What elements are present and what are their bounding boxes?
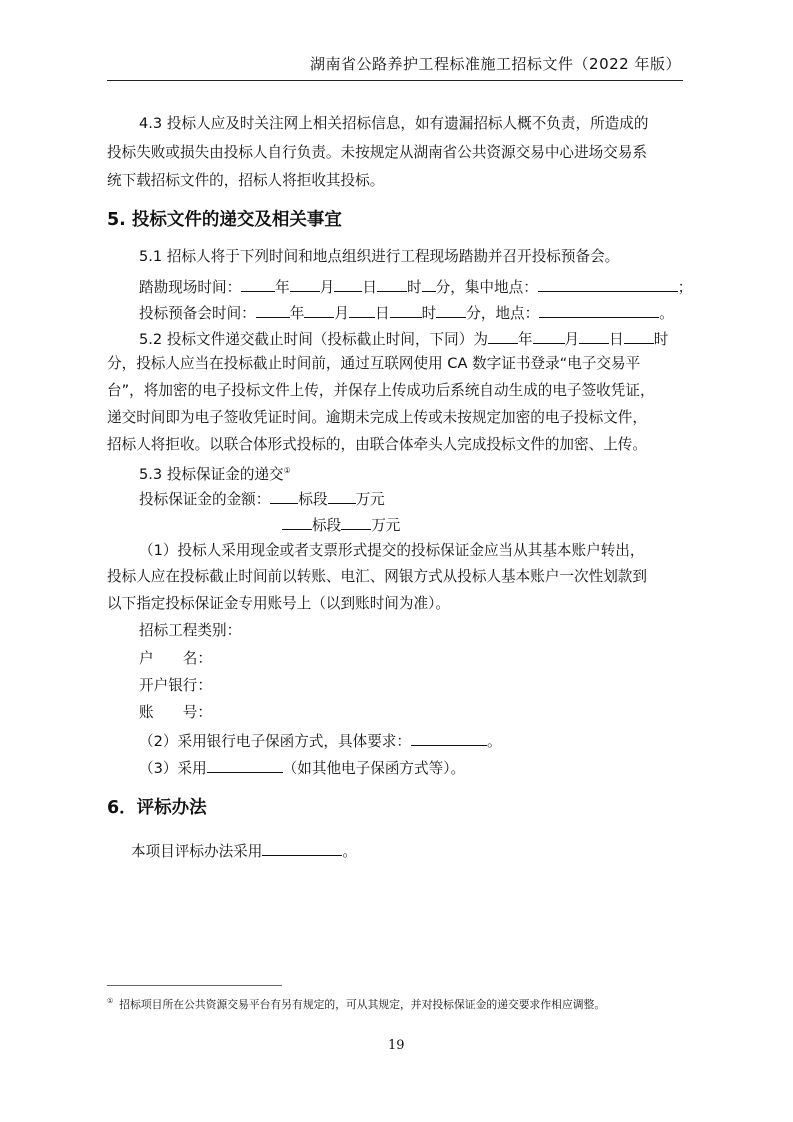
para-4-3-line-2: 投标失败或损失由投标人自行负责。未按规定从湖南省公共资源交易中心进场交易系 — [107, 144, 647, 161]
unit-text: 万元 — [371, 517, 401, 534]
other-guarantee-prefix: （3）采用 — [139, 760, 207, 777]
day-blank[interactable] — [349, 302, 375, 318]
cash-clause-line-3: 以下指定投标保证金专用账号上（以到账时间为准）。 — [107, 595, 450, 612]
footnote — [107, 997, 605, 1012]
period: 。 — [342, 843, 357, 860]
day-text: 日 — [362, 279, 377, 296]
year-text: 年 — [275, 279, 290, 296]
minute-blank[interactable] — [422, 276, 436, 292]
hour-blank[interactable] — [624, 328, 654, 344]
amount-blank[interactable] — [341, 514, 371, 530]
account-name-label: 户 名： — [139, 650, 212, 667]
para-5-2-line-2: 分，投标人应当在投标截止时间前，通过互联网使用 CA 数字证书登录“电子交易平 — [107, 355, 641, 372]
place-label: ，地点： — [480, 305, 540, 322]
account-number-label: 账 号： — [139, 704, 212, 721]
year-blank[interactable] — [241, 276, 275, 292]
evaluation-method-text: 本项目评标办法采用 — [131, 843, 263, 860]
requirement-blank[interactable] — [411, 730, 487, 746]
month-text: 月 — [564, 331, 580, 348]
year-text: 年 — [289, 305, 305, 322]
minute-blank[interactable] — [436, 302, 466, 318]
deadline-label: 5.2 投标文件递交截止时间（投标截止时间，下同）为 — [139, 331, 488, 348]
hour-blank[interactable] — [390, 302, 422, 318]
period: 。 — [486, 733, 502, 750]
year-blank[interactable] — [488, 328, 518, 344]
unit-text: 万元 — [355, 491, 385, 508]
prebid-meeting-label: 投标预备会时间： — [139, 305, 256, 322]
bank-guarantee-clause — [139, 730, 502, 752]
year-text: 年 — [517, 331, 533, 348]
assembly-place-blank[interactable] — [538, 276, 678, 292]
site-visit-label: 踏勘现场时间： — [139, 279, 242, 296]
other-guarantee-suffix: （如其他电子保函方式等）。 — [282, 760, 466, 777]
para-5-2-line-4: 递交时间即为电子签收凭证时间。逾期未完成上传或未按规定加密的电子投标文件， — [107, 409, 647, 426]
section-blank[interactable] — [270, 488, 298, 504]
para-5-1-intro: 5.1 招标人将于下列时间和地点组织进行工程现场踏勘并召开投标预备会。 — [139, 248, 620, 265]
para-4-3-line-3: 统下载招标文件的，招标人将拒收其投标。 — [107, 172, 385, 189]
bank-guarantee-text: （2）采用银行电子保函方式，具体要求： — [139, 733, 411, 750]
bid-bond-amount-line-2 — [282, 514, 400, 536]
footnote-text: 招标项目所在公共资源交易平台有另有规定的，可从其规定，并对投标保证金的递交要求作相应调整。 — [119, 998, 606, 1011]
section-text: 标段 — [312, 517, 342, 534]
prebid-meeting-time-line — [139, 302, 674, 324]
bid-bond-title: 5.3 投标保证金的递交 — [139, 465, 284, 483]
month-blank[interactable] — [304, 302, 334, 318]
month-blank[interactable] — [290, 276, 320, 292]
year-blank[interactable] — [256, 302, 290, 318]
footnote-ref-mark[interactable]: ① — [283, 466, 291, 475]
day-blank[interactable] — [579, 328, 609, 344]
project-category-label: 招标工程类别： — [139, 622, 242, 639]
bid-bond-amount-label: 投标保证金的金额： — [139, 491, 271, 508]
section-blank[interactable] — [282, 514, 312, 530]
section-text: 标段 — [298, 491, 328, 508]
header-rule — [107, 80, 683, 81]
day-blank[interactable] — [334, 276, 362, 292]
amount-blank[interactable] — [328, 488, 356, 504]
month-blank[interactable] — [533, 328, 565, 344]
semicolon: ； — [677, 279, 693, 296]
para-4-3-line-1: 4.3 投标人应及时关注网上相关招标信息，如有遗漏招标人概不负责，所造成的 — [139, 115, 649, 132]
hour-text: 时 — [421, 305, 437, 322]
para-5-2-line-1 — [139, 328, 668, 350]
minute-text: 分 — [466, 305, 481, 322]
page-number: 19 — [388, 1038, 405, 1053]
para-5-3-title — [139, 461, 291, 485]
period: 。 — [659, 305, 674, 322]
evaluation-method-line — [131, 840, 357, 862]
assembly-place-label: ，集中地点： — [450, 279, 538, 296]
month-text: 月 — [319, 279, 335, 296]
day-text: 日 — [374, 305, 390, 322]
other-method-blank[interactable] — [207, 757, 283, 773]
month-text: 月 — [334, 305, 349, 322]
cash-clause-line-1: （1）投标人采用现金或者支票形式提交的投标保证金应当从其基本账户转出， — [139, 542, 645, 559]
section-5-heading: 5. 投标文件的递交及相关事宜 — [107, 210, 342, 230]
site-visit-time-line — [139, 276, 692, 298]
hour-text: 时 — [407, 279, 422, 296]
hour-text: 时 — [653, 331, 669, 348]
running-header: 湖南省公路养护工程标准施工招标文件（2022 年版） — [310, 55, 681, 73]
bank-label: 开户银行： — [139, 677, 212, 694]
other-guarantee-clause — [139, 757, 465, 779]
footnote-rule — [107, 985, 282, 986]
bid-bond-amount-line-1 — [139, 488, 385, 510]
section-6-heading: 6．评标办法 — [107, 798, 207, 818]
hour-blank[interactable] — [377, 276, 407, 292]
footnote-mark: ① — [107, 997, 114, 1006]
para-5-2-line-3: 台”，将加密的电子投标文件上传，并保存上传成功后系统自动生成的电子签收凭证， — [107, 382, 655, 399]
minute-text: 分 — [435, 279, 451, 296]
place-blank[interactable] — [539, 302, 659, 318]
cash-clause-line-2: 投标人应在投标截止时间前以转账、电汇、网银方式从投标人基本账户一次性划款到 — [107, 568, 647, 585]
day-text: 日 — [609, 331, 624, 348]
para-5-2-line-5: 招标人将拒收。以联合体形式投标的，由联合体牵头人完成投标文件的加密、上传。 — [107, 436, 647, 453]
evaluation-method-blank[interactable] — [262, 840, 342, 856]
